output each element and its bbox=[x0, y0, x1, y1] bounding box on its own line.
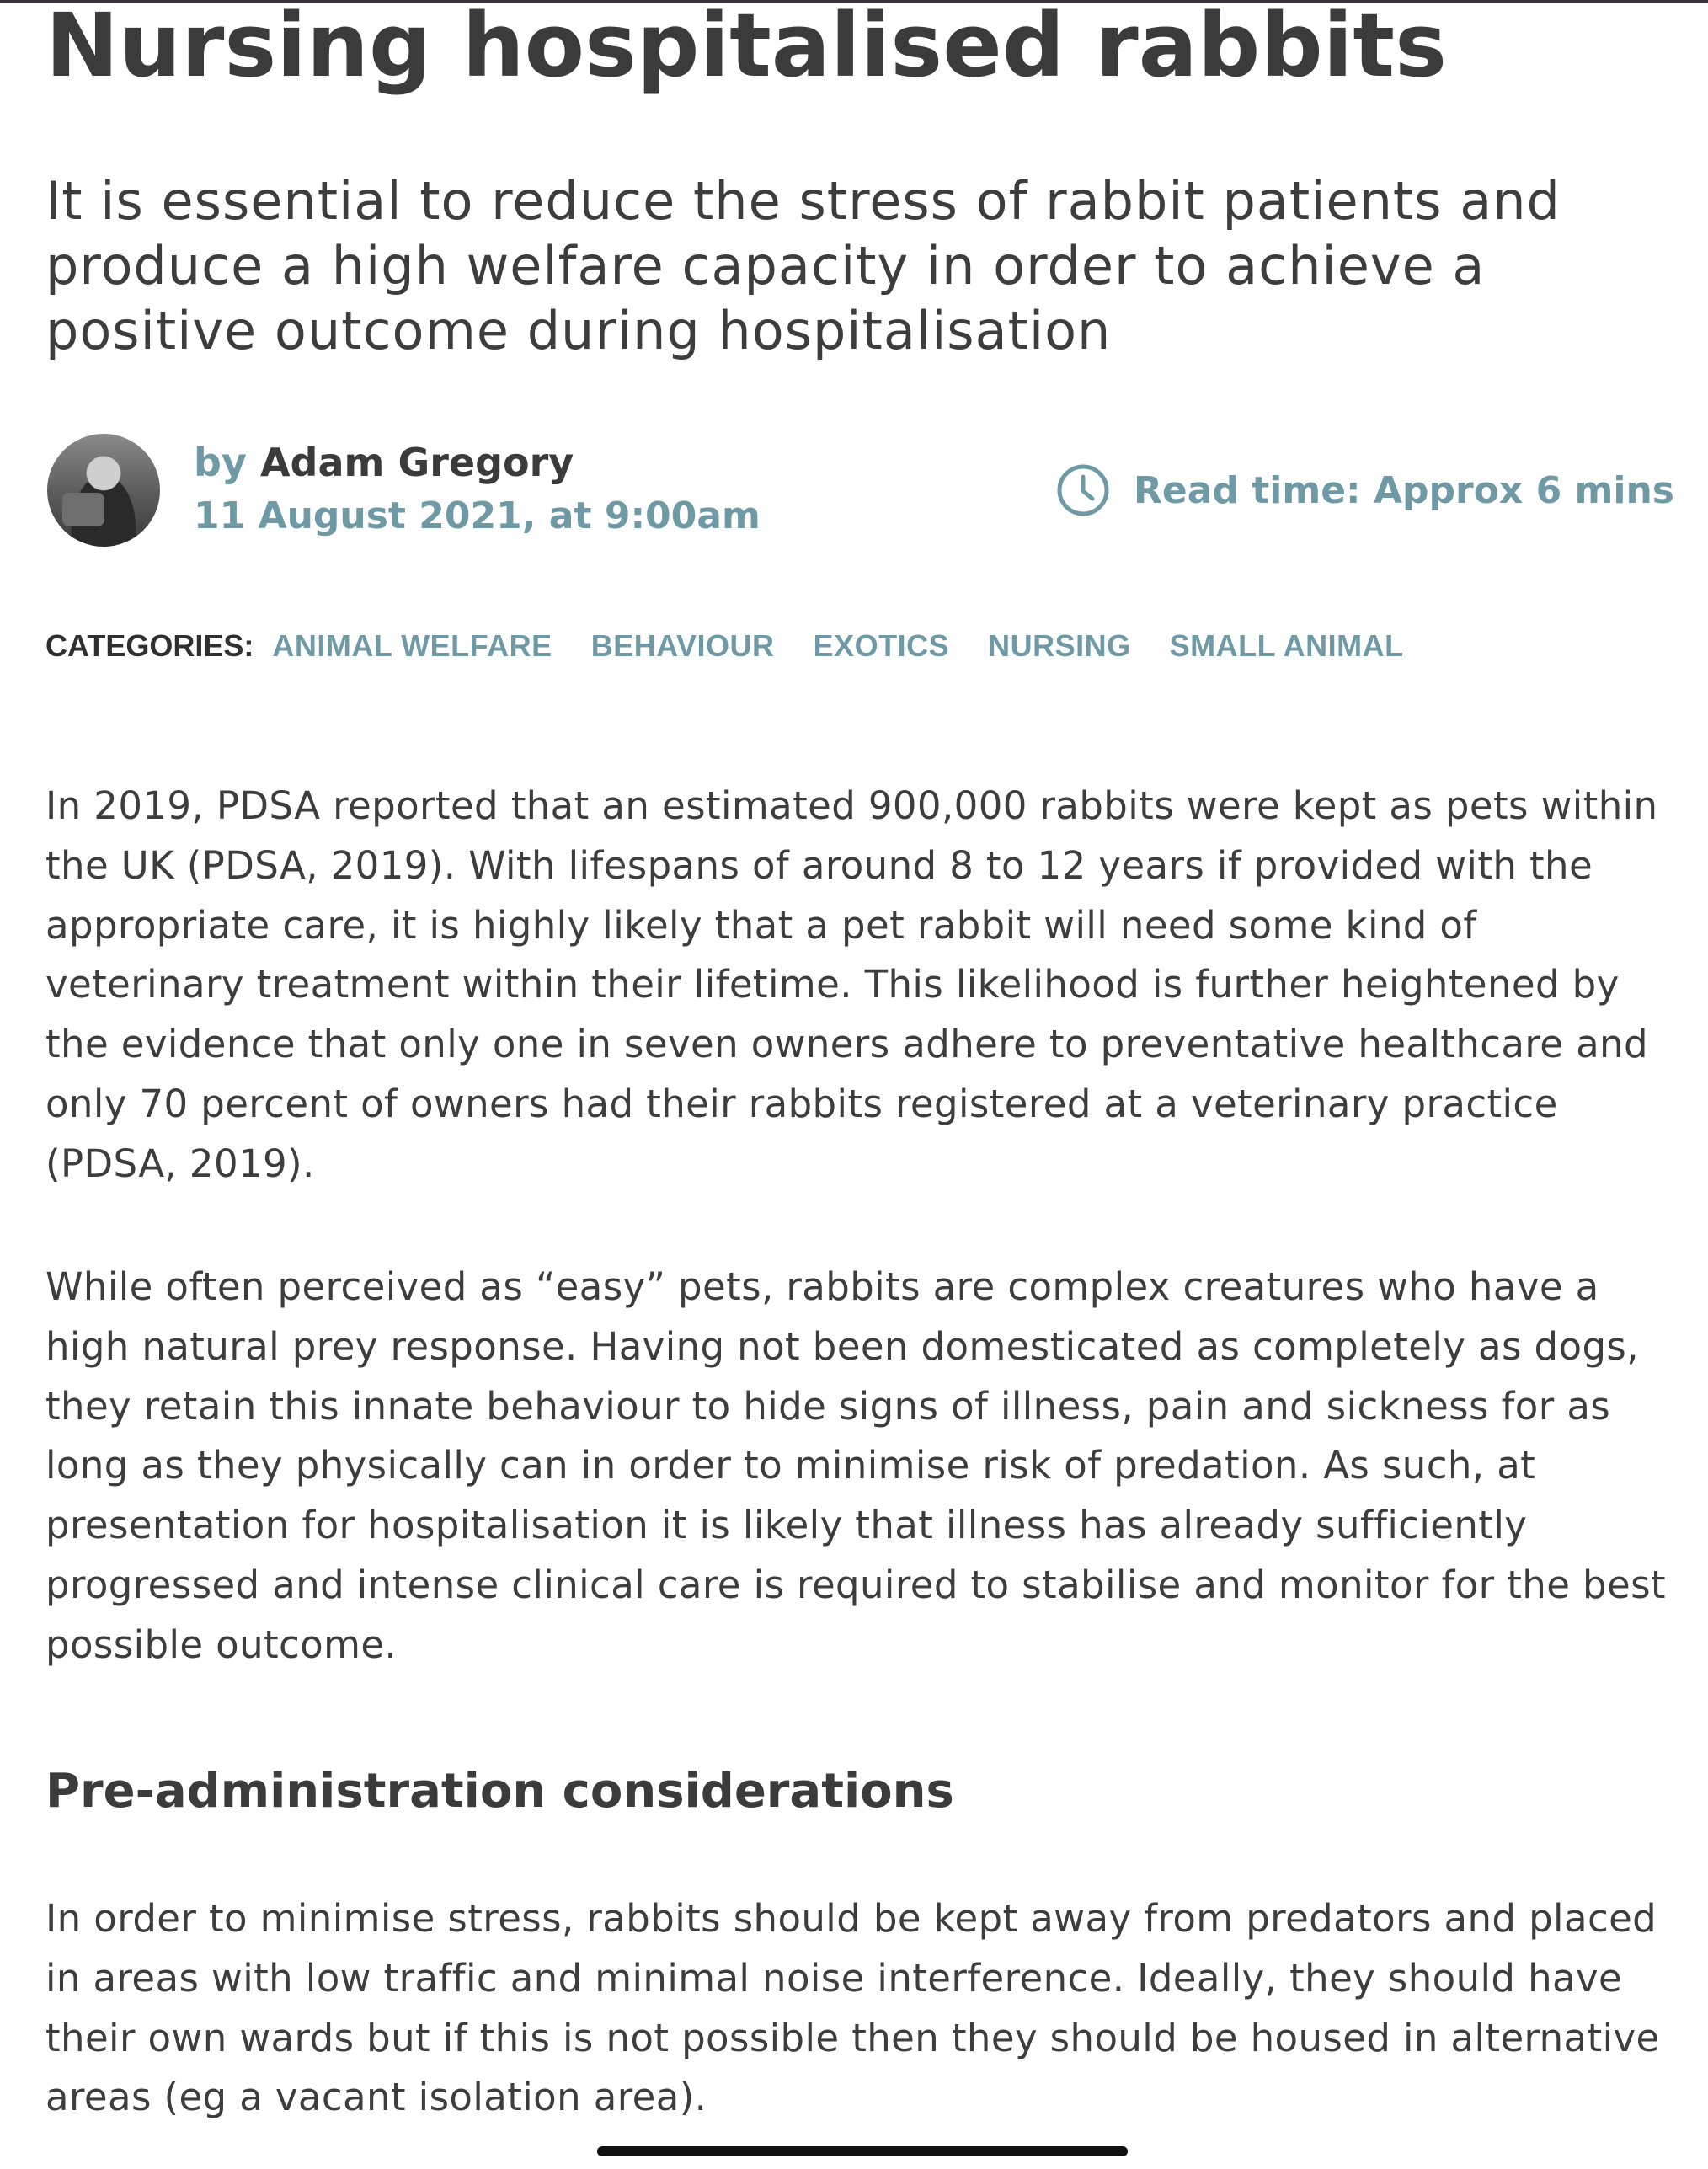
author-avatar[interactable] bbox=[47, 434, 160, 547]
article-subtitle: It is essential to reduce the stress of rabbit patients and produce a high welfare capacity in order to achieve a positive outcome during hospitalisation bbox=[45, 170, 1561, 361]
body-paragraph: In 2019, PDSA reported that an estimated 900,000 rabbits were kept as pets within the UK (PDSA, 2019). With lifespans of around 8 to 12 years if provided with the appropriate care, it is highly likely that a pet rabbit will need some kind of veterinary treatment within their lifetime. This likelihood is further heightened by the evidence that only one in seven owners adhere to preventative healthcare and only 70 percent of owners had their rabbits registered at a veterinary practice (PDSA, 2019). bbox=[45, 783, 1658, 1186]
read-time-text: Read time: Approx 6 mins bbox=[1134, 468, 1674, 512]
categories-label: CATEGORIES: bbox=[45, 628, 254, 663]
category-link-animal-welfare[interactable]: ANIMAL WELFARE bbox=[272, 628, 552, 663]
publish-date: 11 August 2021, at 9:00am bbox=[194, 494, 761, 537]
byline bbox=[194, 437, 574, 488]
article-title: Nursing hospitalised rabbits bbox=[45, 0, 1447, 97]
author-name-link[interactable]: Adam Gregory bbox=[259, 440, 574, 485]
section-heading: Pre-administration considerations bbox=[45, 1764, 954, 1819]
read-time bbox=[1056, 461, 1674, 520]
byline-prefix: by bbox=[194, 440, 247, 485]
body-paragraph: While often perceived as “easy” pets, rabbits are complex creatures who have a high natural prey response. Having not been domesticated as completely as dogs, they retain this innate behaviour to hide signs of illness, pain and sickness for as long as they physically can in order to minimise risk of predation. As such, at presentation for hospitalisation it is likely that illness has already sufficiently progressed and intense clinical care is required to stabilise and monitor for the best possible outcome. bbox=[45, 1264, 1666, 1667]
categories-list bbox=[45, 625, 1434, 667]
category-link-exotics[interactable]: EXOTICS bbox=[813, 628, 950, 663]
home-indicator[interactable] bbox=[597, 2146, 1128, 2156]
body-paragraph: In order to minimise stress, rabbits should be kept away from predators and placed in areas with low traffic and minimal noise interference. Ideally, they should have their own wards but if this is not possible then they should be housed in alternative areas (eg a vacant isolation area). bbox=[45, 1896, 1660, 2120]
category-link-nursing[interactable]: NURSING bbox=[988, 628, 1131, 663]
author-row bbox=[47, 434, 1674, 552]
category-link-behaviour[interactable]: BEHAVIOUR bbox=[590, 628, 775, 663]
category-link-small-animal[interactable]: SMALL ANIMAL bbox=[1169, 628, 1404, 663]
clock-icon bbox=[1056, 463, 1110, 517]
